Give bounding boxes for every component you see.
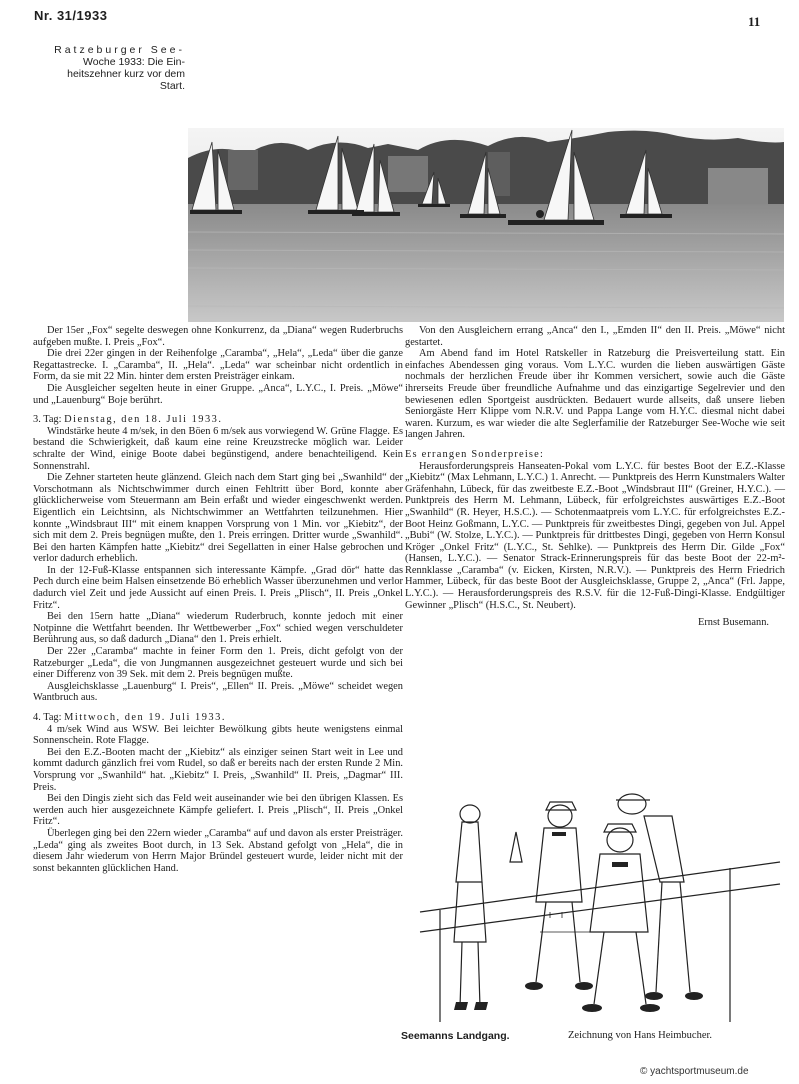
paragraph: Bei den E.Z.-Booten macht der „Kiebitz“ als einziger seinen Start weit in Lee und kommt dadurch gänzlich frei vom Rudel, so daß er bereits nach der ersten Runde 2 Min. Vorsprung vor „Swanhild“ hat. „Kiebitz“ I. Preis, „Swanhild“ II. Preis, „Dagmar“ III. Preis. xyxy=(33,746,403,793)
paragraph: Herausforderungspreis Hanseaten-Pokal vom L.Y.C. für bestes Boot der E.Z.-Klasse „Kiebitz“ (Max Lehmann, L.Y.C.) 1. Anrecht. — Punktpreis des Herrn Kunstmalers Walter Gräfenhahn, Lübeck, für das zweitbeste E.Z.-Boot „Windsbraut III“ (Greiner, H.Y.C.). — Punktpreis des Herrn M. Lehmann, Lübeck, für erfolgreichstes auswärtiges E.Z.-Boot „Swanhild“ (R. Heyer, H.S.C.). — Schotenmaatpreis vom L.Y.C. für erfolgreichstes E.Z.-Boot Heinz Goßmann, L.Y.C. — Punktpreis für zweitbestes Dingi, gegeben von Jul. Appel „Bubi“ (W. Stolze, L.Y.C.). — Punktpreis für drittbestes Dingi, gegeben von Herrn Konsul Kröger „Onkel Fritz“ (L.Y.C., St. Sehlke). — Punktpreis des Herrn Dir. Gilde „Fox“ (Hansen, L.Y.C.). — Senator Strack-Erinnerungspreis für das beste Boot der 22-m²-Rennklasse „Caramba“ (v. Eicken, Kirsten, N.R.V.). — Punktpreis des Herrn Friedrich Hammer, Lübeck, für das beste Boot der Ausgleichsklasse, Gruppe 2, „Anca“ (Frl. Jappe, L.Y.C.). — Herausforderungspreis des R.S.V. für die 12-Fuß-Dingi-Klasse. Endgültiger Gewinner „Plisch“ (H.S.C., St. Neubert). xyxy=(405,460,785,611)
watermark: © yachtsportmuseum.de xyxy=(640,1066,749,1077)
regatta-photo xyxy=(188,128,784,322)
photo-caption xyxy=(37,44,185,92)
paragraph: Bei den 15ern hatte „Diana“ wiederum Ruderbruch, konnte jedoch mit einer Notpinne die Wettfahrt beenden. Ihr Wettbewerber „Fox“ schied wegen verschuldeter Berührung aus, so daß dadurch „Diana“ den 1. Preis erhielt. xyxy=(33,611,403,646)
paragraph: Windstärke heute 4 m/sek, in den Böen 6 m/sek aus vorwiegend W. Grüne Flagge. Es bestand die Schwierigkeit, daß kaum eine reine Kreuzstrecke möglich war. Leider schralte der Wind, einige Boote dabei begünstigend, andere benachteiligend. Kein Sonnenstrahl. xyxy=(33,425,403,472)
paragraph: Die drei 22er gingen in der Reihenfolge „Caramba“, „Hela“, „Leda“ über die ganze Regattastrecke. I. „Caramba“, II. „Hela“. „Leda“ war scheinbar nicht ordentlich in Form, da sie mit 22 Min. hinter dem ersten Preisträger einkam. xyxy=(33,348,403,383)
right-column xyxy=(405,325,785,629)
day-date: Dienstag, den 18. Juli 1933. xyxy=(64,414,223,426)
day-label: 3. Tag: xyxy=(33,414,62,426)
paragraph: Überlegen ging bei den 22ern wieder „Caramba“ auf und davon als erster Preisträger. „Leda“ ging als zweites Boot durch, in 13 Sek. Abstand gefolgt von „Hela“, die in diesem Jahr wiederum von Herrn Major Bründel gesteuert wurde, leider nicht mit der sonst bekannten glücklichen Hand. xyxy=(33,827,403,874)
paragraph: Ausgleichsklasse „Lauenburg“ I. Preis“, „Ellen“ II. Preis. „Möwe“ scheidet wegen Wantbruch aus. xyxy=(33,680,403,704)
cartoon-credit: Zeichnung von Hans Heimbucher. xyxy=(568,1030,713,1041)
paragraph: Am Abend fand im Hotel Ratskeller in Ratzeburg die Preisverteilung statt. Ein einfaches Abendessen ging voraus. Vom L.Y.C. wurden die lieben auswärtigen Gäste nochmals der herzlichen Freude über ihr Kommen versichert, sowie auch die Gäste ihrerseits Freude über freundliche Aufnahme und das einzigartige Segelrevier und den bewiesenen edlen Sportgeist ausdrückten. Bedauert wurde allseits, daß unsere lieben Seniorgäste Herr Klippe vom N.R.V. und Pappa Lange vom H.Y.C. diesmal nicht dabei waren. Kurzum, es war wieder die alte Seglerfamilie der Ratzeburger See-Woche wie seit langen Jahren. xyxy=(405,348,785,441)
caption-line: heitszehner kurz vor dem xyxy=(67,68,185,80)
caption-line: Ratzeburger See- xyxy=(54,44,185,56)
left-column xyxy=(33,325,403,874)
cartoon-illustration xyxy=(400,792,785,1030)
paragraph: Die Zehner starteten heute glänzend. Gleich nach dem Start ging bei „Swanhild“ der Vorschotmann als Nichtschwimmer durch einen Fehltritt über Bord, konnte aber glücklicherweise vom Steuermann am Bein erfaßt und wieder eingeschwenkt werden. Eigentlich ein Leichtsinn, als Nichtschwimmer an Wettfahrten teilzunehmen. Hier konnte „Windsbraut III“ mit einem knappen Vorsprung von 1 Min. vor „Kiebitz“, der sich mit dem 2. Preis begnügen mußte, den 1. Preis erringen. Dritter wurde „Swanhild“. Bei den harten Kämpfen hatte „Kiebitz“ drei Segellatten in einer Halse gebrochen und verlor dadurch erheblich. xyxy=(33,472,403,565)
paragraph: Bei den Dingis zieht sich das Feld weit auseinander wie bei den übrigen Klassen. Es werden auch hier ausgezeichnete Kämpfe geliefert. I. Preis „Plisch“, II. Preis „Onkel Fritz“. xyxy=(33,793,403,828)
day-heading xyxy=(33,712,403,724)
paragraph: 4 m/sek Wind aus WSW. Bei leichter Bewölkung gibts heute wenigstens einmal Sonnenschein. Rote Flagge. xyxy=(33,723,403,747)
paragraph: In der 12-Fuß-Klasse entspannen sich interessante Kämpfe. „Grad dör“ hatte das Pech durch eine beim Halsen einsetzende Bö erheblich Wasser überzunehmen und verlor dadurch viel Zeit und jede Aussicht auf einen Preis. I. Preis „Plisch“, II. Preis „Onkel Fritz“. xyxy=(33,564,403,611)
paragraph: Der 15er „Fox“ segelte deswegen ohne Konkurrenz, da „Diana“ wegen Ruderbruchs aufgeben mußte. I. Preis „Fox“. xyxy=(33,325,403,348)
caption-line: Start. xyxy=(159,80,185,92)
issue-number: Nr. 31/1933 xyxy=(34,8,108,23)
paragraph: Die Ausgleicher segelten heute in einer Gruppe. „Anca“, L.Y.C., I. Preis. „Möwe“ und „Lauenburg“ Boje berührt. xyxy=(33,382,403,406)
section-heading: Es errangen Sonderpreise: xyxy=(405,448,545,460)
day-heading xyxy=(33,414,403,426)
caption-line: Woche 1933: Die Ein- xyxy=(83,56,185,68)
cartoon-title: Seemanns Landgang. xyxy=(401,1030,510,1042)
day-label: 4. Tag: xyxy=(33,712,62,723)
page-number: 11 xyxy=(748,14,761,29)
paragraph: Von den Ausgleichern errang „Anca“ den I., „Emden II“ den II. Preis. „Möwe“ nicht gestartet. xyxy=(405,325,785,348)
paragraph: Der 22er „Caramba“ machte in feiner Form den 1. Preis, dicht gefolgt von der Ratzeburger „Leda“, die von Jungmannen ausgezeichnet gesteuert wurde und sich bei einer Differenz von 39 Sek. mit dem 2. Preis begnügen mußte. xyxy=(33,646,403,681)
day-date: Mittwoch, den 19. Juli 1933. xyxy=(64,712,226,723)
author-signature: Ernst Busemann. xyxy=(698,617,769,629)
